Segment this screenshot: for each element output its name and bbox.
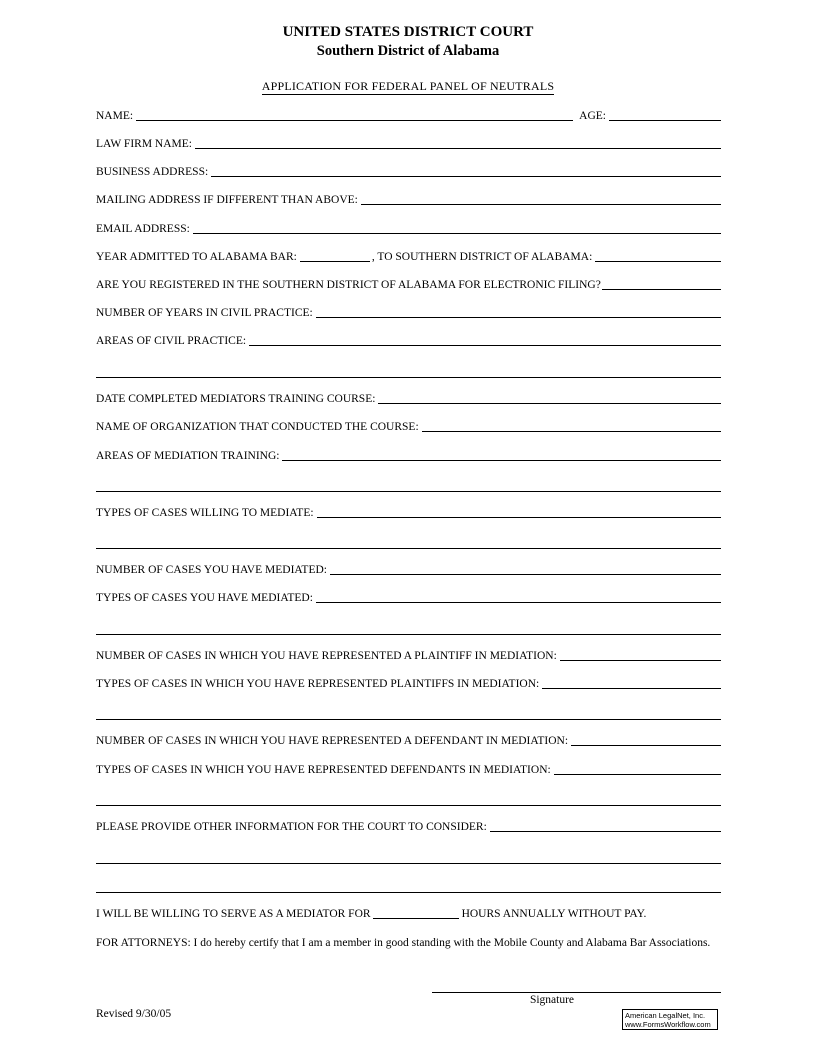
types-willing-row — [96, 504, 721, 520]
areas-mediation-field[interactable] — [282, 449, 721, 461]
types-mediated-row — [96, 589, 721, 605]
business-address-label: BUSINESS ADDRESS: — [96, 166, 209, 178]
registered-field[interactable] — [602, 278, 721, 290]
types-mediated-continuation-line[interactable] — [96, 634, 721, 635]
areas-civil-row — [96, 332, 721, 348]
number-plaintiff-field[interactable] — [560, 649, 721, 661]
law-firm-field[interactable] — [195, 137, 721, 149]
years-civil-label: NUMBER OF YEARS IN CIVIL PRACTICE: — [96, 307, 313, 319]
attorney-certification: FOR ATTORNEYS: I do hereby certify that I am a member in good standing with the Mobile County and Alabama Bar Associations. — [96, 937, 711, 949]
southern-district-field[interactable] — [595, 250, 721, 262]
date-training-row — [96, 390, 721, 406]
willing-hours-suffix: HOURS ANNUALLY WITHOUT PAY. — [461, 908, 647, 920]
revision-date: Revised 9/30/05 — [96, 1008, 172, 1020]
areas-civil-label: AREAS OF CIVIL PRACTICE: — [96, 335, 247, 347]
org-training-field[interactable] — [422, 420, 721, 432]
email-label: EMAIL ADDRESS: — [96, 223, 190, 235]
other-info-continuation-line-1[interactable] — [96, 863, 721, 864]
mailing-address-field[interactable] — [361, 193, 721, 205]
mailing-address-row — [96, 191, 721, 207]
mailing-address-label: MAILING ADDRESS IF DIFFERENT THAN ABOVE: — [96, 194, 358, 206]
org-training-label: NAME OF ORGANIZATION THAT CONDUCTED THE COURSE: — [96, 421, 419, 433]
law-firm-row — [96, 135, 721, 151]
areas-mediation-row — [96, 447, 721, 463]
publisher-url: www.FormsWorkflow.com — [625, 1020, 711, 1029]
org-training-row — [96, 418, 721, 434]
number-mediated-label: NUMBER OF CASES YOU HAVE MEDIATED: — [96, 564, 327, 576]
areas-civil-continuation-line[interactable] — [96, 377, 721, 378]
willing-hours-field[interactable] — [373, 907, 459, 919]
publisher-name: American LegalNet, Inc. — [625, 1011, 706, 1020]
areas-civil-field[interactable] — [249, 334, 721, 346]
district-title: Southern District of Alabama — [316, 43, 500, 59]
other-info-label: PLEASE PROVIDE OTHER INFORMATION FOR THE COURT TO CONSIDER: — [96, 821, 487, 833]
name-field[interactable] — [136, 109, 573, 121]
types-plaintiff-continuation-line[interactable] — [96, 719, 721, 720]
business-address-row — [96, 163, 721, 179]
registered-label: ARE YOU REGISTERED IN THE SOUTHERN DISTRICT OF ALABAMA FOR ELECTRONIC FILING? — [96, 279, 601, 291]
types-mediated-field[interactable] — [316, 591, 721, 603]
years-civil-row — [96, 304, 721, 320]
date-training-label: DATE COMPLETED MEDIATORS TRAINING COURSE: — [96, 393, 376, 405]
form-title — [0, 79, 816, 94]
types-plaintiff-label: TYPES OF CASES IN WHICH YOU HAVE REPRESENTED PLAINTIFFS IN MEDIATION: — [96, 678, 540, 690]
types-willing-label: TYPES OF CASES WILLING TO MEDIATE: — [96, 507, 314, 519]
court-title: UNITED STATES DISTRICT COURT — [282, 24, 534, 40]
types-defendant-row — [96, 761, 721, 777]
name-label: NAME: — [96, 110, 134, 122]
other-info-continuation-line-2[interactable] — [96, 892, 721, 893]
age-field[interactable] — [609, 109, 721, 121]
areas-mediation-continuation-line[interactable] — [96, 491, 721, 492]
number-defendant-label: NUMBER OF CASES IN WHICH YOU HAVE REPRESENTED A DEFENDANT IN MEDIATION: — [96, 735, 569, 747]
year-admitted-label: YEAR ADMITTED TO ALABAMA BAR: — [96, 251, 297, 263]
registered-row — [96, 276, 721, 292]
signature-line[interactable] — [432, 992, 721, 993]
number-mediated-field[interactable] — [330, 563, 721, 575]
email-field[interactable] — [193, 222, 721, 234]
willing-hours-row — [96, 905, 721, 921]
form-title-text: APPLICATION FOR FEDERAL PANEL OF NEUTRALS — [261, 79, 555, 93]
number-plaintiff-row — [96, 647, 721, 663]
types-willing-continuation-line[interactable] — [96, 548, 721, 549]
types-defendant-label: TYPES OF CASES IN WHICH YOU HAVE REPRESENTED DEFENDANTS IN MEDIATION: — [96, 764, 551, 776]
business-address-field[interactable] — [211, 165, 721, 177]
types-mediated-label: TYPES OF CASES YOU HAVE MEDIATED: — [96, 592, 313, 604]
types-defendant-field[interactable] — [554, 763, 721, 775]
publisher-stamp — [622, 1009, 718, 1030]
signature-label: Signature — [529, 994, 575, 1006]
law-firm-label: LAW FIRM NAME: — [96, 138, 192, 150]
year-admitted-field[interactable] — [300, 250, 370, 262]
years-civil-field[interactable] — [316, 306, 721, 318]
year-admitted-row — [96, 248, 721, 264]
types-plaintiff-field[interactable] — [542, 677, 721, 689]
types-plaintiff-row — [96, 675, 721, 691]
southern-district-label: , TO SOUTHERN DISTRICT OF ALABAMA: — [371, 251, 593, 263]
other-info-row — [96, 818, 721, 834]
number-defendant-field[interactable] — [571, 734, 721, 746]
email-row — [96, 220, 721, 236]
number-mediated-row — [96, 561, 721, 577]
types-defendant-continuation-line[interactable] — [96, 805, 721, 806]
number-defendant-row — [96, 732, 721, 748]
types-willing-field[interactable] — [317, 506, 721, 518]
age-label: AGE: — [579, 110, 606, 122]
willing-hours-prefix: I WILL BE WILLING TO SERVE AS A MEDIATOR FOR — [96, 908, 371, 920]
number-plaintiff-label: NUMBER OF CASES IN WHICH YOU HAVE REPRESENTED A PLAINTIFF IN MEDIATION: — [96, 650, 557, 662]
date-training-field[interactable] — [378, 392, 721, 404]
name-row — [96, 107, 721, 123]
areas-mediation-label: AREAS OF MEDIATION TRAINING: — [96, 450, 280, 462]
other-info-field[interactable] — [490, 820, 721, 832]
